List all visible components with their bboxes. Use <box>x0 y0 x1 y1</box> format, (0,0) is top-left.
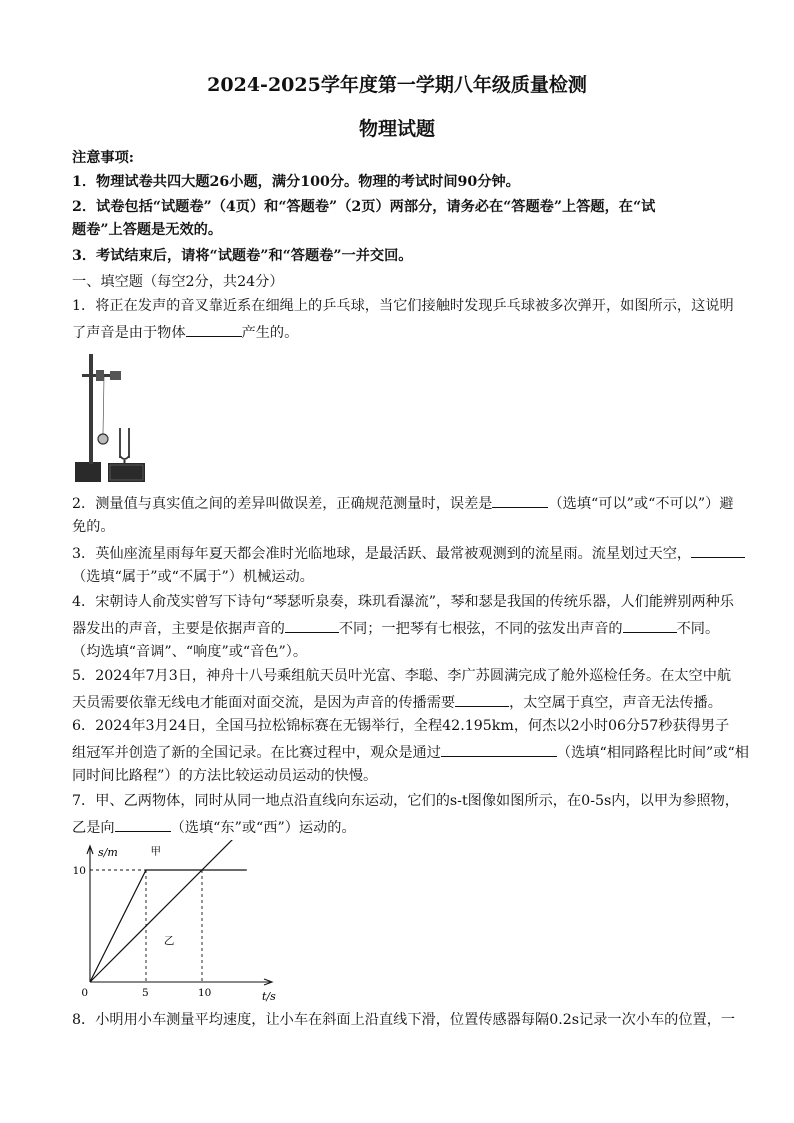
question-3-line-1 <box>72 542 732 564</box>
q5-text-pre: 天员需要依靠无线电才能面对面交流，是因为声音的传播需要 <box>72 695 456 711</box>
q3-answer-blank[interactable] <box>691 542 745 558</box>
series-line-2 <box>90 840 247 982</box>
x-tick-label-0: 0 <box>81 987 88 999</box>
x-axis-label: t/s <box>262 990 276 1003</box>
q4-text-mid: 不同；一把琴有七根弦，不同的弦发出声音的 <box>338 621 623 637</box>
section-1-heading: 一、填空题（每空2分，共24分） <box>72 274 284 290</box>
question-2-line-2: 免的。 <box>72 519 115 535</box>
q5-text-post: ，太空属于真空，声音无法传播。 <box>509 695 722 711</box>
x-tick-label-5: 5 <box>142 987 149 999</box>
q6-text-post: （选填“相同路程比时间”或“相 <box>556 745 749 761</box>
q7-answer-blank[interactable] <box>115 816 171 832</box>
y-axis-label: s/m <box>98 846 118 859</box>
q2-answer-blank[interactable] <box>492 492 548 508</box>
series-label-2: 乙 <box>163 934 175 947</box>
question-6-line-1: 6．2024年3月24日，全国马拉松锦标赛在无锡举行，全程42.195km，何杰以2小时06分57秒获得男子 <box>72 718 730 734</box>
x-tick-label-10: 10 <box>198 987 212 999</box>
question-6-line-2 <box>72 741 749 763</box>
note-2-line-2: 题卷”上答题是无效的。 <box>72 222 223 238</box>
q3-text-pre: 3．英仙座流星雨每年夏天都会准时光临地球，是最活跃、最常被观测到的流星雨。流星划过天空， <box>72 546 692 562</box>
question-5-line-1: 5．2024年7月3日，神舟十八号乘组航天员叶光富、李聪、李广苏圆满完成了舱外巡检任务。在太空中航 <box>72 668 732 684</box>
q7-text-post: （选填“东”或“西”）运动的。 <box>170 820 356 836</box>
q2-text-post: （选填“可以”或“不可以”）避 <box>548 496 734 512</box>
question-3-line-2: （选填“属于”或“不属于”）机械运动。 <box>72 569 314 585</box>
question-7-line-1: 7．甲、乙两物体，同时从同一地点沿直线向东运动，它们的s-t图像如图所示，在0-5s内，以甲为参照物， <box>72 793 739 809</box>
q4-text-pre: 器发出的声音，主要是依据声音的 <box>72 621 285 637</box>
y-tick-label-10: 10 <box>72 865 86 877</box>
s-t-graph <box>68 840 290 1006</box>
q5-answer-blank[interactable] <box>455 691 509 707</box>
question-7-line-2 <box>72 816 732 838</box>
q1-text-pre: 了声音是由于物体 <box>72 325 186 341</box>
question-4-line-1: 4．宋朝诗人俞茂实曾写下诗句“琴瑟听泉奏，珠玑看瀑流”，琴和瑟是我国的传统乐器，人们能辨别两种乐 <box>72 594 734 610</box>
note-3: 3．考试结束后，请将“试题卷”和“答题卷”一并交回。 <box>72 248 413 264</box>
q4-answer-blank-1[interactable] <box>285 617 339 633</box>
series-label-1: 甲 <box>150 845 161 858</box>
page-title: 2024-2025学年度第一学期八年级质量检测 <box>207 74 587 96</box>
note-2-line-1: 2．试卷包括“试题卷”（4页）和“答题卷”（2页）两部分，请务必在“答题卷”上答题，在“试 <box>72 199 656 215</box>
q6-answer-blank[interactable] <box>441 741 557 757</box>
question-2-line-1 <box>72 492 732 514</box>
q6-text-pre: 组冠军并创造了新的全国记录。在比赛过程中，观众是通过 <box>72 745 441 761</box>
question-4-line-2 <box>72 617 732 639</box>
question-8-line-1: 8．小明用小车测量平均速度，让小车在斜面上沿直线下滑，位置传感器每隔0.2s记录一次小车的位置，一 <box>72 1012 736 1028</box>
question-5-line-2 <box>72 691 732 713</box>
q4-answer-blank-2[interactable] <box>623 617 677 633</box>
question-1-line-1: 1．将正在发声的音叉靠近系在细绳上的乒乓球，当它们接触时发现乒乓球被多次弹开，如图所示，这说明 <box>72 298 734 314</box>
q2-text-pre: 2．测量值与真实值之间的差异叫做误差，正确规范测量时，误差是 <box>72 496 493 512</box>
tuning-fork-figure <box>74 350 146 484</box>
notes-heading: 注意事项: <box>72 150 134 166</box>
question-4-line-3: （均选填“音调”、“响度”或“音色”）。 <box>72 644 308 660</box>
question-6-line-3: 同时间比路程”）的方法比较运动员运动的快慢。 <box>72 768 378 784</box>
page-subtitle: 物理试题 <box>358 118 435 140</box>
q7-text-pre: 乙是向 <box>72 820 115 836</box>
q4-text-post: 不同。 <box>676 621 720 637</box>
note-1: 1．物理试卷共四大题26小题，满分100分。物理的考试时间90分钟。 <box>72 174 520 190</box>
q1-text-post: 产生的。 <box>241 325 299 341</box>
q1-answer-blank[interactable] <box>186 321 242 337</box>
series-line-1 <box>90 870 247 982</box>
question-1-line-2 <box>72 321 732 343</box>
